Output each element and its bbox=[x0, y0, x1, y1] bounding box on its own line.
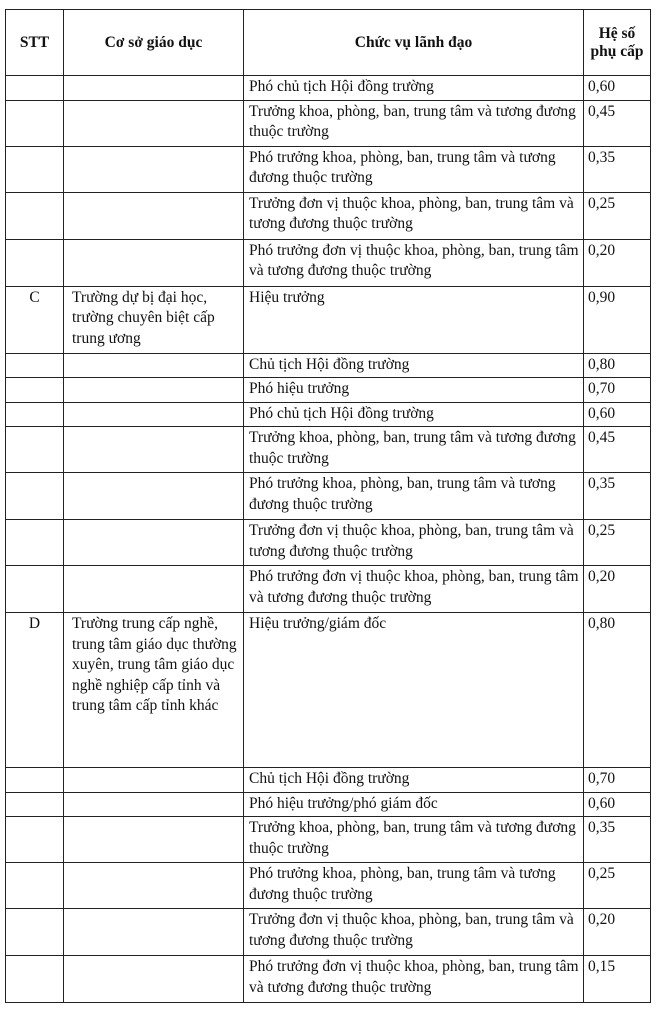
cell-coefficient: 0,90 bbox=[584, 286, 651, 353]
cell-stt bbox=[6, 768, 64, 793]
cell-position: Phó trưởng đơn vị thuộc khoa, phòng, ban, trung tâm và tương đương thuộc trường bbox=[244, 956, 584, 1003]
cell-position: Hiệu trưởng/giám đốc bbox=[244, 613, 584, 768]
cell-institution bbox=[64, 792, 244, 817]
cell-position: Trưởng khoa, phòng, ban, trung tâm và tương đương thuộc trường bbox=[244, 817, 584, 863]
cell-institution bbox=[64, 378, 244, 403]
cell-position: Trưởng khoa, phòng, ban, trung tâm và tương đương thuộc trường bbox=[244, 427, 584, 473]
cell-coefficient: 0,45 bbox=[584, 427, 651, 473]
cell-stt bbox=[6, 817, 64, 863]
cell-position: Phó chủ tịch Hội đồng trường bbox=[244, 76, 584, 101]
cell-coefficient: 0,45 bbox=[584, 100, 651, 146]
header-position: Chức vụ lãnh đạo bbox=[244, 10, 584, 76]
cell-position: Phó chủ tịch Hội đồng trường bbox=[244, 402, 584, 427]
cell-stt bbox=[6, 863, 64, 909]
cell-institution: Trường trung cấp nghề, trung tâm giáo dục thường xuyên, trung tâm giáo dục nghề nghiệp cấp tỉnh và trung tâm cấp tỉnh khác bbox=[64, 613, 244, 768]
cell-stt bbox=[6, 909, 64, 956]
cell-position: Trưởng đơn vị thuộc khoa, phòng, ban, trung tâm và tương đương thuộc trường bbox=[244, 192, 584, 239]
cell-stt: D bbox=[6, 613, 64, 768]
table-row bbox=[6, 353, 651, 378]
cell-stt bbox=[6, 146, 64, 192]
cell-position: Phó trưởng đơn vị thuộc khoa, phòng, ban, trung tâm và tương đương thuộc trường bbox=[244, 239, 584, 286]
header-row bbox=[6, 10, 651, 76]
cell-stt bbox=[6, 520, 64, 566]
table-row bbox=[6, 613, 651, 768]
table-row bbox=[6, 817, 651, 863]
cell-coefficient: 0,15 bbox=[584, 956, 651, 1003]
cell-stt bbox=[6, 192, 64, 239]
cell-institution bbox=[64, 239, 244, 286]
table-row bbox=[6, 76, 651, 101]
cell-stt bbox=[6, 76, 64, 101]
cell-position: Phó hiệu trưởng bbox=[244, 378, 584, 403]
cell-institution bbox=[64, 353, 244, 378]
table-row bbox=[6, 956, 651, 1003]
cell-institution: Trường dự bị đại học, trường chuyên biệt cấp trung ương bbox=[64, 286, 244, 353]
table-row bbox=[6, 473, 651, 520]
cell-stt bbox=[6, 378, 64, 403]
cell-coefficient: 0,20 bbox=[584, 239, 651, 286]
table-row bbox=[6, 768, 651, 793]
cell-stt: C bbox=[6, 286, 64, 353]
cell-stt bbox=[6, 792, 64, 817]
cell-stt bbox=[6, 473, 64, 520]
table-row bbox=[6, 520, 651, 566]
cell-position: Trưởng đơn vị thuộc khoa, phòng, ban, trung tâm và tương đương thuộc trường bbox=[244, 909, 584, 956]
cell-stt bbox=[6, 402, 64, 427]
cell-coefficient: 0,70 bbox=[584, 378, 651, 403]
table-row bbox=[6, 192, 651, 239]
table-row bbox=[6, 792, 651, 817]
cell-coefficient: 0,20 bbox=[584, 909, 651, 956]
cell-institution bbox=[64, 956, 244, 1003]
cell-position: Phó trưởng khoa, phòng, ban, trung tâm và tương đương thuộc trường bbox=[244, 863, 584, 909]
cell-institution bbox=[64, 76, 244, 101]
cell-stt bbox=[6, 353, 64, 378]
cell-position: Phó trưởng đơn vị thuộc khoa, phòng, ban, trung tâm và tương đương thuộc trường bbox=[244, 566, 584, 613]
header-coefficient: Hệ số phụ cấp bbox=[584, 10, 651, 76]
cell-coefficient: 0,20 bbox=[584, 566, 651, 613]
cell-position: Trưởng đơn vị thuộc khoa, phòng, ban, trung tâm và tương đương thuộc trường bbox=[244, 520, 584, 566]
cell-position: Phó hiệu trưởng/phó giám đốc bbox=[244, 792, 584, 817]
header-stt: STT bbox=[6, 10, 64, 76]
cell-institution bbox=[64, 909, 244, 956]
cell-institution bbox=[64, 863, 244, 909]
cell-stt bbox=[6, 100, 64, 146]
cell-coefficient: 0,80 bbox=[584, 613, 651, 768]
cell-position: Phó trưởng khoa, phòng, ban, trung tâm và tương đương thuộc trường bbox=[244, 146, 584, 192]
cell-stt bbox=[6, 566, 64, 613]
table-row bbox=[6, 146, 651, 192]
cell-institution bbox=[64, 100, 244, 146]
document-page bbox=[5, 9, 650, 1003]
table-row bbox=[6, 427, 651, 473]
cell-institution bbox=[64, 427, 244, 473]
cell-stt bbox=[6, 427, 64, 473]
table-row bbox=[6, 286, 651, 353]
cell-coefficient: 0,25 bbox=[584, 520, 651, 566]
table-row bbox=[6, 378, 651, 403]
allowance-table bbox=[5, 9, 651, 1003]
cell-coefficient: 0,70 bbox=[584, 768, 651, 793]
cell-coefficient: 0,35 bbox=[584, 817, 651, 863]
cell-position: Trưởng khoa, phòng, ban, trung tâm và tương đương thuộc trường bbox=[244, 100, 584, 146]
cell-institution bbox=[64, 402, 244, 427]
cell-institution bbox=[64, 473, 244, 520]
table-row bbox=[6, 100, 651, 146]
table-body bbox=[6, 76, 651, 1003]
cell-coefficient: 0,35 bbox=[584, 146, 651, 192]
cell-stt bbox=[6, 239, 64, 286]
table-header bbox=[6, 10, 651, 76]
header-institution: Cơ sở giáo dục bbox=[64, 10, 244, 76]
cell-institution bbox=[64, 566, 244, 613]
cell-position: Phó trưởng khoa, phòng, ban, trung tâm và tương đương thuộc trường bbox=[244, 473, 584, 520]
cell-coefficient: 0,80 bbox=[584, 353, 651, 378]
cell-institution bbox=[64, 817, 244, 863]
cell-institution bbox=[64, 768, 244, 793]
table-row bbox=[6, 863, 651, 909]
cell-position: Chủ tịch Hội đồng trường bbox=[244, 768, 584, 793]
cell-coefficient: 0,25 bbox=[584, 192, 651, 239]
cell-position: Chủ tịch Hội đồng trường bbox=[244, 353, 584, 378]
table-row bbox=[6, 566, 651, 613]
cell-institution bbox=[64, 146, 244, 192]
cell-position: Hiệu trưởng bbox=[244, 286, 584, 353]
cell-institution bbox=[64, 520, 244, 566]
table-row bbox=[6, 239, 651, 286]
table-row bbox=[6, 402, 651, 427]
cell-institution bbox=[64, 192, 244, 239]
cell-coefficient: 0,60 bbox=[584, 792, 651, 817]
cell-coefficient: 0,60 bbox=[584, 402, 651, 427]
table-row bbox=[6, 909, 651, 956]
cell-coefficient: 0,60 bbox=[584, 76, 651, 101]
cell-coefficient: 0,25 bbox=[584, 863, 651, 909]
cell-coefficient: 0,35 bbox=[584, 473, 651, 520]
cell-stt bbox=[6, 956, 64, 1003]
